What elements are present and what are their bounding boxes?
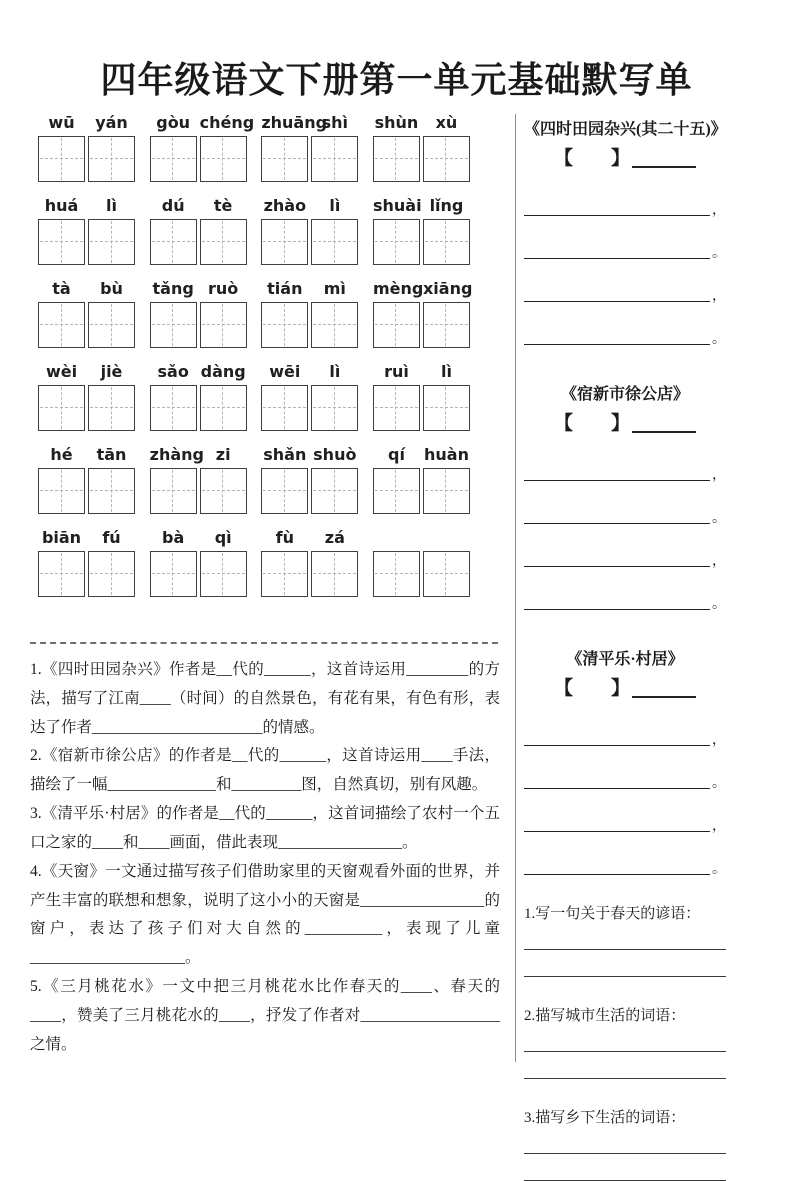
blank-underline[interactable] <box>524 829 710 832</box>
pinyin-label: shì <box>321 113 349 132</box>
poem-block <box>524 646 726 875</box>
pinyin-label: ruò <box>208 279 239 298</box>
pinyin-label: xù <box>435 113 458 132</box>
pinyin-word-group <box>261 113 358 182</box>
poem-title: 《四时田园杂兴(其二十五)》 <box>524 121 727 138</box>
line-punctuation: ， <box>712 203 726 218</box>
pinyin-label: shǎn <box>263 445 307 464</box>
tianzige-box[interactable] <box>261 385 308 431</box>
tianzige-box[interactable] <box>150 219 197 265</box>
pinyin-label: xiāng <box>422 279 473 298</box>
pinyin-label: hé <box>50 445 73 464</box>
line-punctuation: 。 <box>712 597 726 612</box>
writing-cell <box>261 113 328 182</box>
tianzige-box[interactable] <box>38 302 85 348</box>
poem-blank-line <box>524 733 726 748</box>
tianzige-box[interactable] <box>373 551 420 597</box>
poem-blank-line <box>524 468 726 483</box>
writing-cell <box>150 113 197 182</box>
pinyin-label: shuài <box>372 196 422 215</box>
section-separator <box>30 642 498 644</box>
blank-line[interactable] <box>524 1051 726 1052</box>
writing-cell <box>373 113 420 182</box>
tianzige-box[interactable] <box>150 551 197 597</box>
page-title: 四年级语文下册第一单元基础默写单 <box>100 60 693 100</box>
pinyin-label: fù <box>275 528 294 547</box>
pinyin-word-group <box>373 196 470 265</box>
pinyin-label: ruì <box>384 362 409 381</box>
pinyin-word-group <box>150 113 255 182</box>
pinyin-word-group <box>372 279 473 348</box>
column-divider <box>515 114 516 1062</box>
pinyin-word-group <box>38 445 135 514</box>
pinyin-label: qì <box>214 528 232 547</box>
question-text: 1.《四时田园杂兴》作者是__代的______，这首诗运用________的方法，描写了江南____（时间）的自然景色，有花有果，有色有形，表达了作者______________________的情感。 <box>30 661 500 736</box>
blank-line[interactable] <box>524 1153 726 1154</box>
writing-cell <box>200 362 247 431</box>
pinyin-row <box>38 362 470 431</box>
tianzige-box[interactable] <box>38 468 85 514</box>
dynasty-brackets[interactable]: 【 】 <box>553 678 630 699</box>
writing-cell <box>311 528 358 597</box>
poem-author-row <box>524 679 726 698</box>
pinyin-word-group <box>261 279 358 348</box>
writing-cell <box>311 279 358 348</box>
pinyin-word-group <box>38 362 135 431</box>
pinyin-word-group <box>373 362 470 431</box>
writing-cell <box>373 196 420 265</box>
writing-cell <box>38 362 85 431</box>
pinyin-label: tà <box>52 279 71 298</box>
writing-cell <box>423 196 470 265</box>
tianzige-box[interactable] <box>200 385 247 431</box>
pinyin-label: wèi <box>45 362 78 381</box>
pinyin-label: sǎo <box>157 362 189 381</box>
pinyin-label: zá <box>324 528 345 547</box>
poem-blank-line <box>524 246 726 261</box>
blank-underline[interactable] <box>524 299 710 302</box>
pinyin-label: yán <box>95 113 128 132</box>
right-question-block <box>524 902 726 977</box>
question-text: 3.《清平乐·村居》的作者是__代的______，这首词描绘了农村一个五口之家的____和____画面，借此表现________________。 <box>30 805 500 851</box>
pinyin-label: tè <box>213 196 233 215</box>
pinyin-label: huá <box>44 196 79 215</box>
right-question-label: 2.描写城市生活的词语： <box>524 1008 686 1024</box>
writing-cell <box>150 279 197 348</box>
dynasty-brackets[interactable]: 【 】 <box>553 148 630 169</box>
blank-underline[interactable] <box>524 872 710 875</box>
pinyin-label: huàn <box>423 445 469 464</box>
pinyin-label: lì <box>329 362 341 381</box>
blank-underline[interactable] <box>524 256 710 259</box>
writing-cell <box>88 528 135 597</box>
writing-cell <box>423 445 470 514</box>
pinyin-label: zhàng <box>149 445 204 464</box>
tianzige-box[interactable] <box>88 468 135 514</box>
writing-cell <box>200 528 247 597</box>
line-punctuation: ， <box>712 289 726 304</box>
pinyin-word-group <box>373 445 470 514</box>
right-question-block <box>524 1106 726 1181</box>
pinyin-label: fú <box>102 528 121 547</box>
pinyin-label: tǎng <box>152 279 194 298</box>
blank-underline[interactable] <box>524 564 710 567</box>
writing-cell <box>200 445 247 514</box>
tianzige-box[interactable] <box>373 302 420 348</box>
pinyin-label: zhuāng <box>261 113 328 132</box>
tianzige-box[interactable] <box>423 551 470 597</box>
pinyin-row <box>38 113 470 182</box>
writing-cell <box>38 196 85 265</box>
writing-cell <box>261 362 308 431</box>
poem-author-row <box>524 149 726 168</box>
line-punctuation: ， <box>712 819 726 834</box>
writing-cell <box>150 362 197 431</box>
author-blank-line[interactable] <box>632 680 696 698</box>
pinyin-word-group <box>150 362 247 431</box>
blank-underline[interactable] <box>524 607 710 610</box>
writing-cell <box>88 113 135 182</box>
pinyin-word-group <box>38 279 135 348</box>
pinyin-label: mì <box>323 279 346 298</box>
tianzige-box[interactable] <box>200 468 247 514</box>
tianzige-box[interactable] <box>423 302 470 348</box>
blank-line[interactable] <box>524 1078 726 1079</box>
pinyin-label: biān <box>41 528 82 547</box>
tianzige-box[interactable] <box>38 219 85 265</box>
writing-cell <box>423 113 470 182</box>
pinyin-word-group <box>38 528 135 597</box>
poem-blank-line <box>524 511 726 526</box>
tianzige-box[interactable] <box>423 219 470 265</box>
pinyin-section <box>38 113 473 611</box>
right-question-label: 1.写一句关于春天的谚语： <box>524 906 701 922</box>
tianzige-box[interactable] <box>38 136 85 182</box>
question-text: 2.《宿新市徐公店》的作者是__代的______，这首诗运用____手法，描绘了一幅______________和_________图，自然真切，别有风趣。 <box>30 747 500 794</box>
tianzige-box[interactable] <box>88 385 135 431</box>
tianzige-box[interactable] <box>150 468 197 514</box>
tianzige-box[interactable] <box>423 136 470 182</box>
pinyin-word-group <box>373 528 470 597</box>
pinyin-label: qí <box>388 445 405 464</box>
line-punctuation: ， <box>712 468 726 483</box>
line-punctuation: 。 <box>712 776 726 791</box>
line-punctuation: ， <box>712 733 726 748</box>
line-punctuation: 。 <box>712 246 726 261</box>
poem-block <box>524 381 726 610</box>
pinyin-word-group <box>150 445 247 514</box>
pinyin-label: lǐng <box>429 196 464 215</box>
pinyin-row <box>38 196 470 265</box>
writing-cell <box>373 362 420 431</box>
poem-blank-line <box>524 819 726 834</box>
pinyin-label: dú <box>161 196 185 215</box>
writing-cell <box>88 279 135 348</box>
pinyin-label: dàng <box>200 362 246 381</box>
blank-underline[interactable] <box>524 478 710 481</box>
tianzige-box[interactable] <box>311 468 358 514</box>
poem-blank-line <box>524 862 726 877</box>
writing-cell <box>261 196 308 265</box>
pinyin-row <box>38 528 470 597</box>
writing-cell <box>38 113 85 182</box>
pinyin-label: tān <box>96 445 127 464</box>
pinyin-word-group <box>150 279 247 348</box>
line-punctuation: 。 <box>712 862 726 877</box>
poem-author-row <box>524 414 726 433</box>
tianzige-box[interactable] <box>88 302 135 348</box>
tianzige-box[interactable] <box>38 551 85 597</box>
writing-cell <box>423 362 470 431</box>
tianzige-box[interactable] <box>261 551 308 597</box>
writing-cell <box>200 196 247 265</box>
pinyin-label: gòu <box>156 113 191 132</box>
writing-cell <box>311 113 358 182</box>
tianzige-box[interactable] <box>261 136 308 182</box>
tianzige-box[interactable] <box>88 136 135 182</box>
question-text: 5.《三月桃花水》一文中把三月桃花水比作春天的____、春天的____，赞美了三月桃花水的____，抒发了作者对__________________之情。 <box>30 978 500 1053</box>
pinyin-label: lì <box>106 196 117 215</box>
writing-cell <box>422 279 473 348</box>
writing-cell <box>88 196 135 265</box>
pinyin-label: chéng <box>199 113 255 132</box>
question-text: 4.《天窗》一文通过描写孩子们借助家里的天窗观看外面的世界，并产生丰富的联想和想象，说明了这小小的天窗是________________的窗户，表达了孩子们对大自然的__________，表现了儿童____________________。 <box>30 862 500 967</box>
writing-cell <box>423 528 470 597</box>
pinyin-label: wēi <box>269 362 301 381</box>
pinyin-label: zhào <box>263 196 307 215</box>
pinyin-label: mèng <box>372 279 424 298</box>
tianzige-box[interactable] <box>88 219 135 265</box>
pinyin-word-group <box>261 196 358 265</box>
writing-cell <box>261 279 308 348</box>
pinyin-label: tián <box>267 279 303 298</box>
pinyin-label <box>423 528 470 551</box>
pinyin-row <box>38 445 470 514</box>
writing-cell <box>200 279 247 348</box>
pinyin-word-group <box>150 196 247 265</box>
writing-cell <box>38 279 85 348</box>
writing-cell <box>150 528 197 597</box>
poem-blank-line <box>524 597 726 612</box>
blank-underline[interactable] <box>524 213 710 216</box>
pinyin-word-group <box>261 445 358 514</box>
tianzige-box[interactable] <box>373 468 420 514</box>
pinyin-label: lì <box>329 196 341 215</box>
tianzige-box[interactable] <box>200 219 247 265</box>
right-question-label: 3.描写乡下生活的词语： <box>524 1110 686 1126</box>
poem-blank-line <box>524 289 726 304</box>
tianzige-box[interactable] <box>373 219 420 265</box>
tianzige-box[interactable] <box>38 385 85 431</box>
pinyin-label: bù <box>100 279 123 298</box>
tianzige-box[interactable] <box>311 219 358 265</box>
writing-cell <box>261 528 308 597</box>
tianzige-box[interactable] <box>311 136 358 182</box>
pinyin-word-group <box>150 528 247 597</box>
poem-blank-line <box>524 554 726 569</box>
writing-cell <box>150 196 197 265</box>
pinyin-word-group <box>373 113 470 182</box>
pinyin-label: shuò <box>313 445 357 464</box>
tianzige-box[interactable] <box>261 468 308 514</box>
line-punctuation: 。 <box>712 332 726 347</box>
writing-cell <box>373 528 420 597</box>
writing-cell <box>88 362 135 431</box>
tianzige-box[interactable] <box>261 219 308 265</box>
tianzige-box[interactable] <box>200 136 247 182</box>
poem-blank-line <box>524 776 726 791</box>
pinyin-label <box>373 528 420 551</box>
pinyin-word-group <box>38 113 135 182</box>
questions-section <box>30 656 500 1060</box>
blank-line[interactable] <box>524 976 726 977</box>
writing-cell <box>38 528 85 597</box>
writing-cell <box>261 445 308 514</box>
pinyin-label: zi <box>215 445 231 464</box>
line-punctuation: ， <box>712 554 726 569</box>
writing-cell <box>311 196 358 265</box>
blank-underline[interactable] <box>524 786 710 789</box>
poem-blank-line <box>524 332 726 347</box>
tianzige-box[interactable] <box>311 302 358 348</box>
pinyin-label: lì <box>440 362 452 381</box>
writing-cell <box>311 362 358 431</box>
pinyin-word-group <box>261 528 358 597</box>
poem-blank-line <box>524 203 726 218</box>
pinyin-row <box>38 279 473 348</box>
tianzige-box[interactable] <box>423 468 470 514</box>
poem-title: 《清平乐·村居》 <box>566 651 684 668</box>
blank-underline[interactable] <box>524 521 710 524</box>
pinyin-word-group <box>38 196 135 265</box>
tianzige-box[interactable] <box>88 551 135 597</box>
writing-cell <box>88 445 135 514</box>
tianzige-box[interactable] <box>311 385 358 431</box>
writing-cell <box>149 445 204 514</box>
writing-cell <box>199 113 255 182</box>
blank-underline[interactable] <box>524 342 710 345</box>
pinyin-word-group <box>261 362 358 431</box>
tianzige-box[interactable] <box>373 385 420 431</box>
tianzige-box[interactable] <box>150 385 197 431</box>
author-blank-line[interactable] <box>632 415 696 433</box>
pinyin-label: jiè <box>100 362 123 381</box>
tianzige-box[interactable] <box>423 385 470 431</box>
author-blank-line[interactable] <box>632 150 696 168</box>
tianzige-box[interactable] <box>150 136 197 182</box>
poem-title: 《宿新市徐公店》 <box>560 386 689 403</box>
writing-cell <box>311 445 358 514</box>
dynasty-brackets[interactable]: 【 】 <box>553 413 630 434</box>
line-punctuation: 。 <box>712 511 726 526</box>
writing-cell <box>38 445 85 514</box>
right-question-block <box>524 1004 726 1079</box>
poem-block <box>524 116 726 345</box>
blank-line[interactable] <box>524 949 726 950</box>
poems-section <box>524 116 726 1181</box>
blank-underline[interactable] <box>524 743 710 746</box>
writing-cell <box>372 279 424 348</box>
tianzige-box[interactable] <box>200 551 247 597</box>
tianzige-box[interactable] <box>200 302 247 348</box>
tianzige-box[interactable] <box>373 136 420 182</box>
tianzige-box[interactable] <box>150 302 197 348</box>
writing-cell <box>373 445 420 514</box>
pinyin-label: wū <box>48 113 75 132</box>
pinyin-label: shùn <box>374 113 419 132</box>
tianzige-box[interactable] <box>311 551 358 597</box>
tianzige-box[interactable] <box>261 302 308 348</box>
pinyin-label: bà <box>162 528 185 547</box>
